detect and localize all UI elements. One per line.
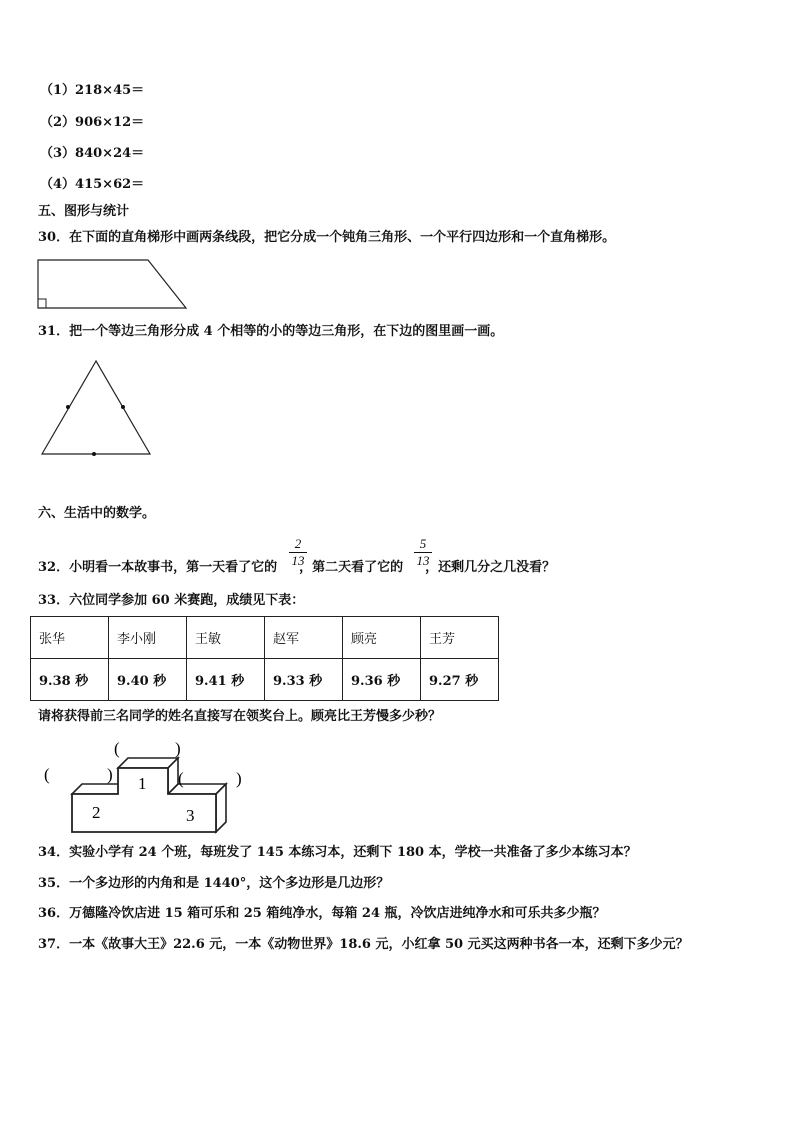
question-35 xyxy=(38,875,389,893)
fraction-denominator: 13 xyxy=(291,553,305,568)
question-30 xyxy=(38,229,615,247)
equilateral-triangle-figure xyxy=(38,358,154,460)
fraction-two-thirteenths xyxy=(289,537,307,568)
question-number: 35． xyxy=(38,876,70,891)
question-number: 34． xyxy=(38,845,70,860)
question-37 xyxy=(38,936,689,954)
fraction-five-thirteenths xyxy=(414,537,432,568)
fraction-denominator: 13 xyxy=(416,553,430,568)
second-place-blank-close: ) xyxy=(107,765,113,784)
third-place-number: 3 xyxy=(186,806,195,825)
question-33 xyxy=(38,592,304,610)
trapezoid-outline xyxy=(38,260,186,308)
question-text: 万德隆冷饮店进 15 箱可乐和 25 箱纯净水，每箱 24 瓶，冷饮店进纯净水和可乐共多少瓶？ xyxy=(69,906,606,921)
table-cell: 王芳 xyxy=(421,617,499,659)
table-cell: 张华 xyxy=(31,617,109,659)
right-trapezoid-figure xyxy=(36,258,190,310)
third-place-blank-close: ) xyxy=(236,769,242,788)
calc-item-2: （2）906×12＝ xyxy=(40,115,145,130)
second-place-number: 2 xyxy=(92,803,101,822)
calc-item-4: （4）415×62＝ xyxy=(40,177,145,192)
calc-item-3: （3）840×24＝ xyxy=(40,146,145,161)
question-text-part2: ，第二天看了它的 xyxy=(299,560,404,575)
third-place-blank-open: ( xyxy=(178,769,184,788)
fraction-numerator: 5 xyxy=(419,536,427,551)
second-place-blank-open: ( xyxy=(44,765,50,784)
first-place-blank-open: ( xyxy=(114,739,120,758)
question-31 xyxy=(38,323,503,341)
question-text-part3: ，还剩几分之几没看？ xyxy=(425,560,556,575)
question-text: 在下面的直角梯形中画两条线段，把它分成一个钝角三角形、一个平行四边形和一个直角梯形。 xyxy=(69,230,616,245)
midpoint-right xyxy=(121,405,125,409)
first-place-number: 1 xyxy=(138,774,147,793)
question-text: 实验小学有 24 个班，每班发了 145 本练习本，还剩下 180 本，学校一共准备了多少本练习本？ xyxy=(69,845,637,860)
table-cell: 9.36 秒 xyxy=(343,659,421,701)
table-cell: 王敏 xyxy=(187,617,265,659)
section-6-title: 六、生活中的数学。 xyxy=(38,506,156,521)
winners-podium-figure xyxy=(40,736,252,836)
triangle-outline xyxy=(42,361,150,454)
table-cell: 9.33 秒 xyxy=(265,659,343,701)
section-5-title: 五、图形与统计 xyxy=(38,204,130,219)
question-number: 36． xyxy=(38,906,70,921)
question-number: 37． xyxy=(38,937,70,952)
question-number: 33． xyxy=(38,593,70,608)
midpoint-left xyxy=(66,405,70,409)
table-cell: 9.27 秒 xyxy=(421,659,499,701)
question-text-part1: 小明看一本故事书，第一天看了它的 xyxy=(69,560,278,575)
race-results-table xyxy=(30,616,499,701)
question-text: 六位同学参加 60 米赛跑，成绩见下表： xyxy=(69,593,305,608)
midpoint-bottom xyxy=(92,452,96,456)
right-angle-mark xyxy=(38,299,46,308)
table-cell: 9.38 秒 xyxy=(31,659,109,701)
calc-item-1: （1）218×45＝ xyxy=(40,83,145,98)
question-text: 把一个等边三角形分成 4 个相等的小的等边三角形，在下边的图里画一画。 xyxy=(69,324,504,339)
question-33-followup: 请将获得前三名同学的姓名直接写在领奖台上。顾亮比王芳慢多少秒？ xyxy=(38,709,442,724)
table-cell: 9.40 秒 xyxy=(109,659,187,701)
first-place-blank-close: ) xyxy=(175,739,181,758)
question-number: 32． xyxy=(38,560,70,575)
question-text: 一本《故事大王》22.6 元，一本《动物世界》18.6 元，小红拿 50 元买这两种书各一本，还剩下多少元？ xyxy=(69,937,689,952)
question-36 xyxy=(38,905,606,923)
table-row-times xyxy=(31,659,499,701)
table-row-names xyxy=(31,617,499,659)
table-cell: 赵军 xyxy=(265,617,343,659)
fraction-numerator: 2 xyxy=(294,536,302,551)
question-number: 31． xyxy=(38,324,70,339)
table-cell: 李小刚 xyxy=(109,617,187,659)
question-34 xyxy=(38,844,637,862)
table-cell: 9.41 秒 xyxy=(187,659,265,701)
question-text: 一个多边形的内角和是 1440°，这个多边形是几边形？ xyxy=(69,876,390,891)
table-cell: 顾亮 xyxy=(343,617,421,659)
question-number: 30． xyxy=(38,230,70,245)
